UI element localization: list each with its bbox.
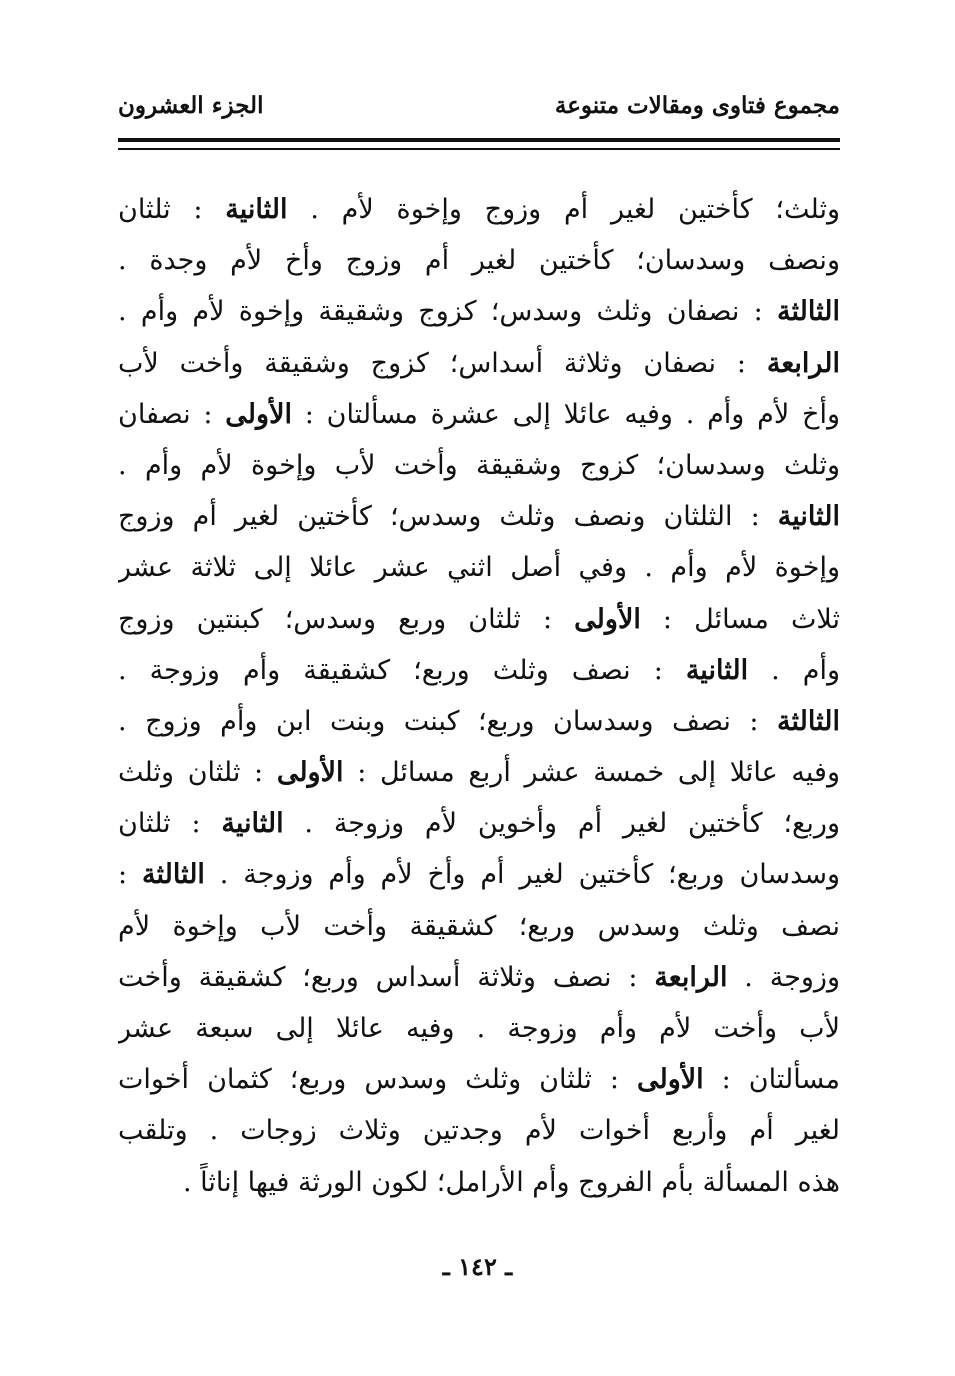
text-segment: :: [118, 859, 142, 891]
text-line: [118, 1105, 840, 1156]
bold-term: الثالثة: [141, 859, 205, 891]
text-segment: : ثلثان وثلث: [118, 757, 277, 789]
text-segment: : ثلثان: [118, 194, 226, 225]
bold-term: الأولى: [636, 1064, 704, 1096]
text-line: [118, 389, 840, 440]
text-line: [118, 901, 840, 952]
text-line: [118, 747, 840, 798]
header-rule-thick: [118, 138, 840, 142]
text-segment: وفيه عائلا إلى خمسة عشر أربع مسائل :: [343, 757, 840, 789]
bold-term: الثانية: [777, 501, 840, 533]
bold-term: الثالثة: [777, 705, 840, 737]
bold-term: الثانية: [221, 808, 284, 840]
bold-term: الأولى: [225, 398, 292, 430]
text-segment: ونصف وسدسان؛ كأختين لغير أم وزوج وأخ لأم وجدة .: [118, 245, 840, 277]
text-line: [118, 645, 840, 696]
bold-term: الأولى: [574, 603, 641, 635]
running-header: [118, 92, 840, 132]
text-line: [118, 491, 840, 542]
bold-term: الرابعة: [766, 347, 840, 379]
text-line: [118, 440, 840, 491]
text-segment: : نصفان وثلاثة أسداس؛ كزوج وشقيقة وأخت لأب: [118, 347, 767, 379]
text-line: [118, 286, 840, 337]
text-line: [118, 542, 840, 593]
text-line: [118, 798, 840, 849]
text-segment: وزوجة .: [727, 961, 840, 993]
text-segment: وإخوة لأم وأم . وفي أصل اثني عشر عائلا إلى ثلاثة عشر: [118, 552, 840, 584]
text-line: [118, 594, 840, 645]
text-line: [118, 1157, 840, 1208]
text-segment: : نصف وثلاثة أسداس وربع؛ كشقيقة وأخت: [118, 961, 655, 993]
text-line: [118, 952, 840, 1003]
text-segment: وأم .: [748, 654, 840, 686]
text-segment: : نصف وثلث وربع؛ كشقيقة وأم وزوجة .: [118, 654, 686, 686]
text-segment: ثلاث مسائل :: [640, 603, 840, 635]
text-segment: لأب وأخت لأم وأم وزوجة . وفيه عائلا إلى سبعة عشر: [118, 1013, 840, 1044]
text-segment: وأخ لأم وأم . وفيه عائلا إلى عشرة مسألتان :: [291, 398, 840, 430]
page-number: ـ ١٤٢ ـ: [442, 1252, 513, 1281]
text-segment: مسألتان :: [703, 1064, 840, 1096]
text-segment: وثلث؛ كأختين لغير أم وزوج وإخوة لأم .: [287, 194, 840, 225]
text-segment: : ثلثان وربع وسدس؛ كبنتين وزوج: [118, 603, 575, 635]
text-segment: هذه المسألة بأم الفروج وأم الأرامل؛ لكون الورثة فيها إناثاً .: [182, 1166, 840, 1198]
text-segment: : الثلثان ونصف وثلث وسدس؛ كأختين لغير أم وزوج: [118, 501, 778, 533]
text-segment: لغير أم وأربع أخوات لأم وجدتين وثلاث زوجات . وتلقب: [118, 1115, 840, 1147]
bold-term: الرابعة: [654, 961, 728, 993]
text-line: [118, 235, 840, 286]
text-segment: وربع؛ كأختين لغير أم وأخوين لأم وزوجة .: [283, 808, 840, 840]
body-text: [118, 184, 840, 1208]
text-line: [118, 696, 840, 747]
text-segment: : نصف وسدسان وربع؛ كبنت وبنت ابن وأم وزوج .: [118, 705, 778, 737]
book-title: مجموع فتاوى ومقالات متنوعة: [554, 92, 840, 119]
text-segment: وثلث وسدسان؛ كزوج وشقيقة وأخت لأب وإخوة لأم وأم .: [118, 449, 840, 481]
bold-term: الثانية: [225, 194, 288, 225]
text-segment: : نصفان وثلث وسدس؛ كزوج وشقيقة وإخوة لأم وأم .: [118, 296, 778, 328]
bold-term: الثانية: [685, 654, 749, 686]
text-segment: : نصفان: [118, 398, 226, 430]
text-line: [118, 1003, 840, 1054]
text-line: [118, 1054, 840, 1105]
header-rule-thin: [118, 148, 840, 150]
text-line: [118, 184, 840, 235]
text-segment: نصف وثلث وسدس وربع؛ كشقيقة وأخت لأب وإخوة لأم: [118, 910, 840, 942]
text-line: [118, 338, 840, 389]
bold-term: الثالثة: [777, 296, 840, 328]
volume-label: الجزء العشرون: [118, 92, 264, 119]
bold-term: الأولى: [276, 757, 344, 789]
text-line: [118, 849, 840, 900]
text-segment: : ثلثان وثلث وسدس وربع؛ كثمان أخوات: [118, 1064, 637, 1096]
text-segment: وسدسان وربع؛ كأختين لغير أم وأخ لأم وأم وزوجة .: [204, 859, 840, 891]
text-segment: : ثلثان: [118, 808, 222, 840]
